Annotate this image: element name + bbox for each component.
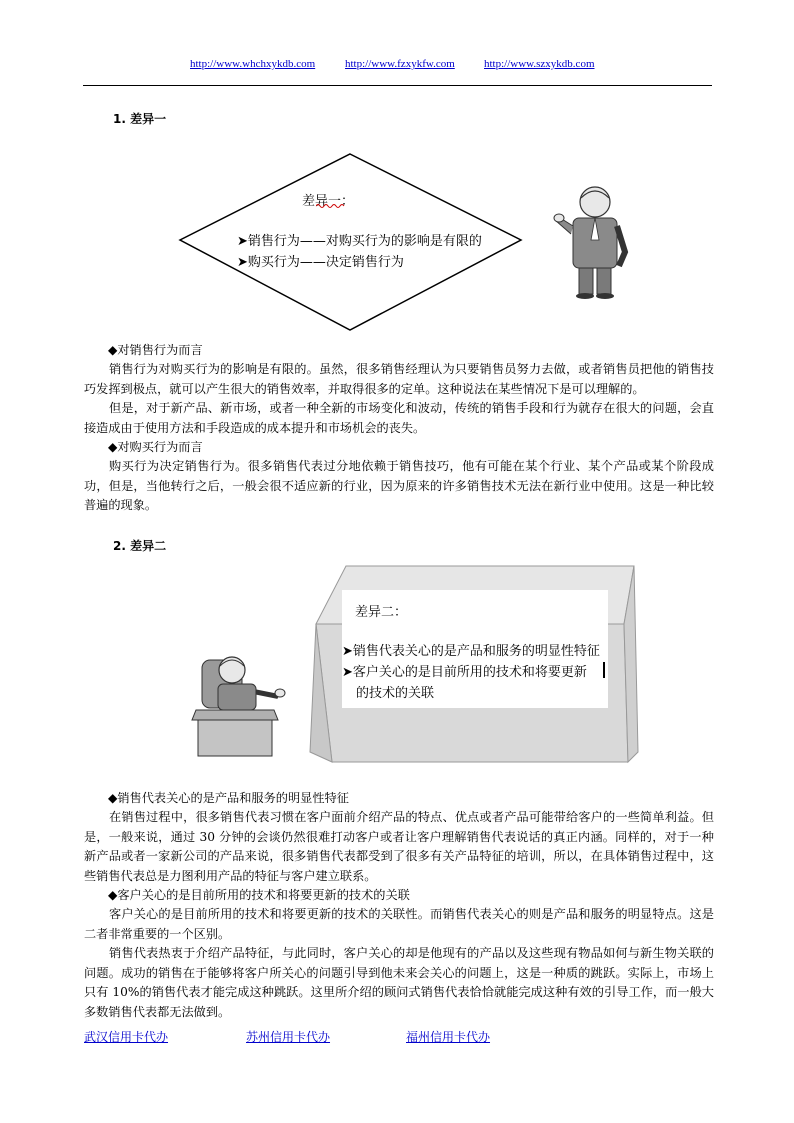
header-link-2[interactable]: http://www.fzxykfw.com (345, 58, 455, 70)
diagram-2-title: 差异二： (355, 605, 408, 620)
header-link-1[interactable]: http://www.whchxykdb.com (190, 58, 316, 70)
footer-link-1[interactable]: 武汉信用卡代办 (84, 1030, 169, 1044)
bullet-buying-behavior: ◆对购买行为而言 (108, 440, 203, 454)
bullet-sales-behavior: ◆对销售行为而言 (108, 343, 203, 357)
paragraph: 销售代表热衷于介绍产品特征，与此同时，客户关心的却是他现有的产品以及这些现有物品如何与新生物关联的问题。成功的销售在于能够将客户所关心的问题引导到他未来会关心的问题上，这是一种质的跳跃。实际上，市场上只有 10%的销售代表才能完成这种跳跃。这里所介绍的顾问式销售代表恰恰就能完成这种有效的引导工作，而一般大多数销售代表都无法做到。 (84, 946, 714, 1019)
diagram-2-line-2: ➤客户关心的是目前所用的技术和将要更新 (342, 665, 587, 680)
presenter-illustration (553, 180, 648, 300)
diagram-1-line-2: ➤购买行为——决定销售行为 (237, 255, 404, 270)
paragraph: 购买行为决定销售行为。很多销售代表过分地依赖于销售技巧，他有可能在某个行业、某个产品或某个阶段成功，但是，当他转行之后，一般会很不适应新的行业，因为原来的许多销售技术无法在新行业中使用。这是一种比较普遍的现象。 (84, 459, 714, 512)
seated-person-illustration (190, 648, 300, 760)
paragraph: 销售行为对购买行为的影响是有限的。虽然，很多销售经理认为只要销售员努力去做，或者销售员把他的销售技巧发挥到极点，就可以产生很大的销售效率，并取得很多的定单。这种说法在某些情况下是可以理解的。 (84, 362, 714, 396)
footer-link-3[interactable]: 福州信用卡代办 (406, 1030, 491, 1044)
section-1-title: 1. 差异一 (113, 112, 167, 126)
diagram-1-title: 差异一： (302, 194, 355, 209)
paragraph: 在销售过程中，很多销售代表习惯在客户面前介绍产品的特点、优点或者产品可能带给客户的一些简单利益。但是，一般来说，通过 30 分钟的会谈仍然很难打动客户或者让客户理解销售代表说话的真正内涵。同样的，对于一种新产品或者一家新公司的产品来说，很多销售代表都受到了很多有关产品特征的培训，所以，在具体销售过程中，这些销售代表总是力图利用产品的特征与客户建立联系。 (84, 810, 714, 883)
bullet-customer-concern: ◆客户关心的是目前所用的技术和将要更新的技术的关联 (108, 888, 410, 902)
spell-squiggle (316, 203, 346, 209)
paragraph: 但是，对于新产品、新市场，或者一种全新的市场变化和波动，传统的销售手段和行为就存在很大的问题，会直接造成由于使用方法和手段造成的成本提升和市场机会的丧失。 (84, 401, 714, 435)
footer-link-2[interactable]: 苏州信用卡代办 (246, 1030, 331, 1044)
header-divider (83, 85, 712, 86)
diagram-1-line-1: ➤销售行为——对购买行为的影响是有限的 (237, 234, 482, 249)
bullet-rep-concern: ◆销售代表关心的是产品和服务的明显性特征 (108, 791, 349, 805)
header-link-3[interactable]: http://www.szxykdb.com (484, 58, 595, 70)
paragraph: 客户关心的是目前所用的技术和将要更新的技术的关联性。而销售代表关心的则是产品和服务的明显特点。这是二者非常重要的一个区别。 (84, 907, 714, 941)
diagram-2-line-1: ➤销售代表关心的是产品和服务的明显性特征 (342, 644, 600, 659)
section-2-title: 2. 差异二 (113, 539, 167, 553)
diagram-2-line-3: 的技术的关联 (356, 686, 435, 701)
